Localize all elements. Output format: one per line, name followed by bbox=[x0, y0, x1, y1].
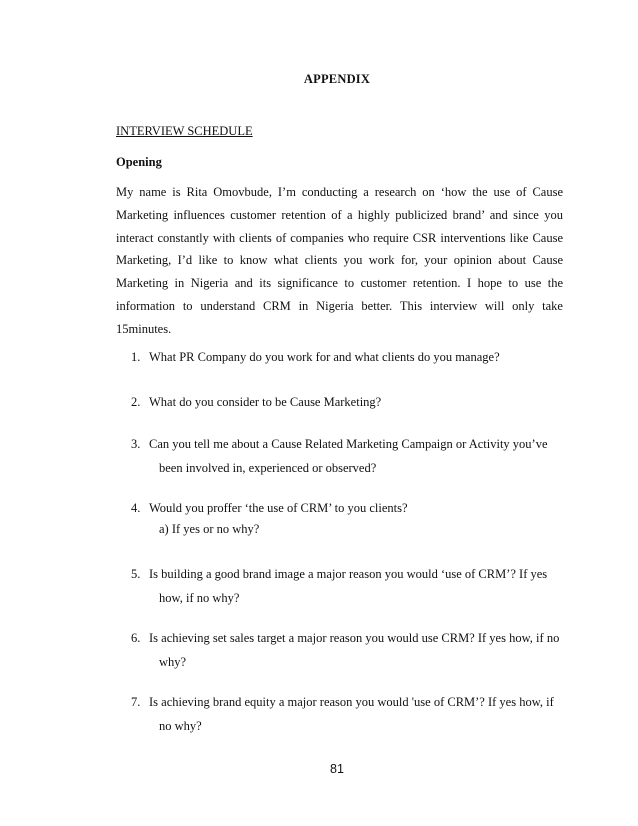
question-text: What PR Company do you work for and what clients do you manage? bbox=[149, 350, 500, 364]
question-number: 6. bbox=[131, 631, 141, 645]
question-item bbox=[131, 432, 563, 480]
question-number: 7. bbox=[131, 695, 141, 709]
question-number: 4. bbox=[131, 501, 141, 515]
question-item bbox=[131, 345, 563, 369]
question-text: What do you consider to be Cause Marketing? bbox=[149, 395, 382, 409]
question-text: Is achieving brand equity a major reason you would 'use of CRM’? If yes how, if bbox=[149, 695, 554, 709]
question-text: Is building a good brand image a major reason you would ‘use of CRM’? If yes bbox=[149, 567, 548, 581]
question-text: Would you proffer ‘the use of CRM’ to you clients? bbox=[149, 501, 408, 515]
question-number: 2. bbox=[131, 395, 141, 409]
intro-paragraph: My name is Rita Omovbude, I’m conducting a research on ‘how the use of Cause Marketing influences customer retention of a highly publicized brand’ and since you interact constantly with clients of companies who require CSR interventions like Cause Marketing, I’d like to know what clients you work for, your opinion about Cause Marketing in Nigeria and its significance to customer retention. I hope to use the information to understand CRM in Nigeria better. This interview will only take 15minutes. bbox=[116, 185, 563, 336]
question-number: 3. bbox=[131, 437, 141, 451]
page-title: APPENDIX bbox=[303, 72, 371, 86]
question-item bbox=[131, 690, 563, 738]
question-continuation: why? bbox=[159, 655, 187, 669]
question-text: Can you tell me about a Cause Related Marketing Campaign or Activity you’ve bbox=[149, 437, 548, 451]
question-continuation: been involved in, experienced or observed? bbox=[159, 461, 377, 475]
question-item bbox=[131, 626, 563, 674]
question-number: 1. bbox=[131, 350, 141, 364]
question-item bbox=[131, 562, 563, 610]
question-item bbox=[131, 496, 563, 520]
sub-item: a) If yes or no why? bbox=[159, 522, 260, 536]
question-number: 5. bbox=[131, 567, 141, 581]
page-number: 81 bbox=[330, 762, 344, 776]
question-item bbox=[131, 390, 563, 414]
opening-heading: Opening bbox=[116, 155, 162, 169]
section-subtitle: INTERVIEW SCHEDULE bbox=[116, 124, 253, 138]
question-continuation: how, if no why? bbox=[159, 591, 240, 605]
question-continuation: no why? bbox=[159, 719, 202, 733]
question-text: Is achieving set sales target a major reason you would use CRM? If yes how, if no bbox=[149, 631, 560, 645]
